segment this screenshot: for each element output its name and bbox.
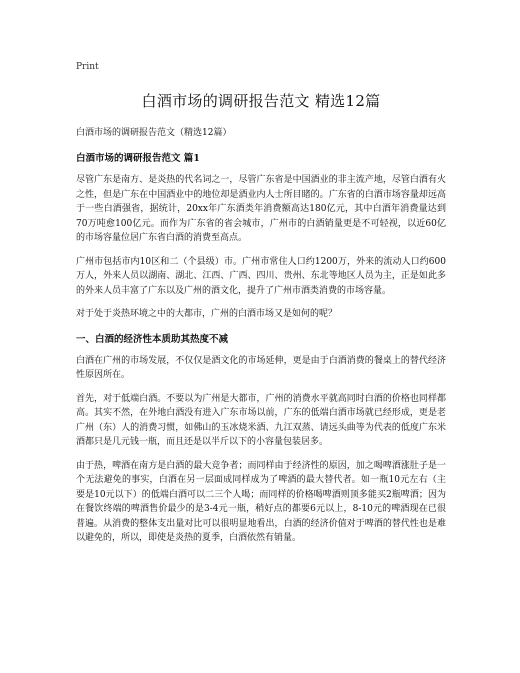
document-page <box>76 62 446 555</box>
paragraph-1: 尽管广东是南方、是炎热的代名词之一，尽管广东省是中国酒业的非主流产地，尽管白酒有火之性，但是广东在中国酒业中的地位却是酒业内人士所目睹的。广东省的白酒市场容量却远高于一些白酒强省，据统计，20xx年广东酒类年消费额高达180亿元，其中白酒年消费量达到70万吨愈100亿元。而作为广东省的省会城市，广州市的白酒销量更是不可轻视，以近60亿的市场容量位居广东省白酒的消费至高点。 <box>76 175 446 243</box>
paragraph-2: 广州市包括市内10区和二（个县级）市。广州市常住人口约1200万，外来的流动人口约600万人，外来人员以湖南、湖北、江西、广西、四川、贵州、东北等地区人员为主，正是如此多的外来人员丰富了广东以及广州的酒文化，提升了广州市酒类消费的市场容量。 <box>76 256 446 296</box>
subtitle: 白酒市场的调研报告范文（精选12篇） <box>76 128 232 138</box>
paragraph-6: 由于热，啤酒在南方是白酒的最大竞争者；而同样由于经济性的原因，加之喝啤酒涨肚子是一个无法避免的事实，白酒在另一层面成同样成为了啤酒的最大替代者。如一瓶10元左右（主要是10元以下）的低端白酒可以二三个人喝；而同样的价格喝啤酒则顶多能买2瓶啤酒；因为在餐饮终端的啤酒售价最少的是3-4元一瓶，稍好点的都要6元以上，8-10元的啤酒现在已很普遍。从消费的整体支出量对比可以很明显地看出，白酒的经济价值对于啤酒的替代性也是难以避免的，所以，即使是炎热的夏季，白酒依然有销量。 <box>76 460 446 543</box>
paragraph-3: 对于处于炎热环境之中的大都市，广州的白酒市场又是如何的呢？ <box>76 309 338 319</box>
paragraph-5: 首先，对于低端白酒。不要以为广州是大都市，广州的消费水平就高同时白酒的价格也同样都高。其实不然，在外地白酒没有进入广东市场以前，广东的低端白酒市场就已经形成，更是老广州（东）人的消费习惯，如佛山的玉冰烧米酒、九江双蒸、请远头曲等为代表的低度广东米酒都只是几元钱一瓶，而且还是以半斤以下的小容量包装居多。 <box>76 393 446 447</box>
paragraph-4: 白酒在广州的市场发展，不仅仅是酒文化的市场延伸，更是由于白酒消费的餐桌上的替代经济性原因所在。 <box>76 355 446 380</box>
page-title: 白酒市场的调研报告范文 精选12篇 <box>141 92 381 110</box>
section-heading-2: 一、白酒的经济性本质助其热度不减 <box>76 333 229 345</box>
section-heading-1: 白酒市场的调研报告范文 篇1 <box>76 153 200 164</box>
print-link[interactable]: Print <box>76 62 99 72</box>
